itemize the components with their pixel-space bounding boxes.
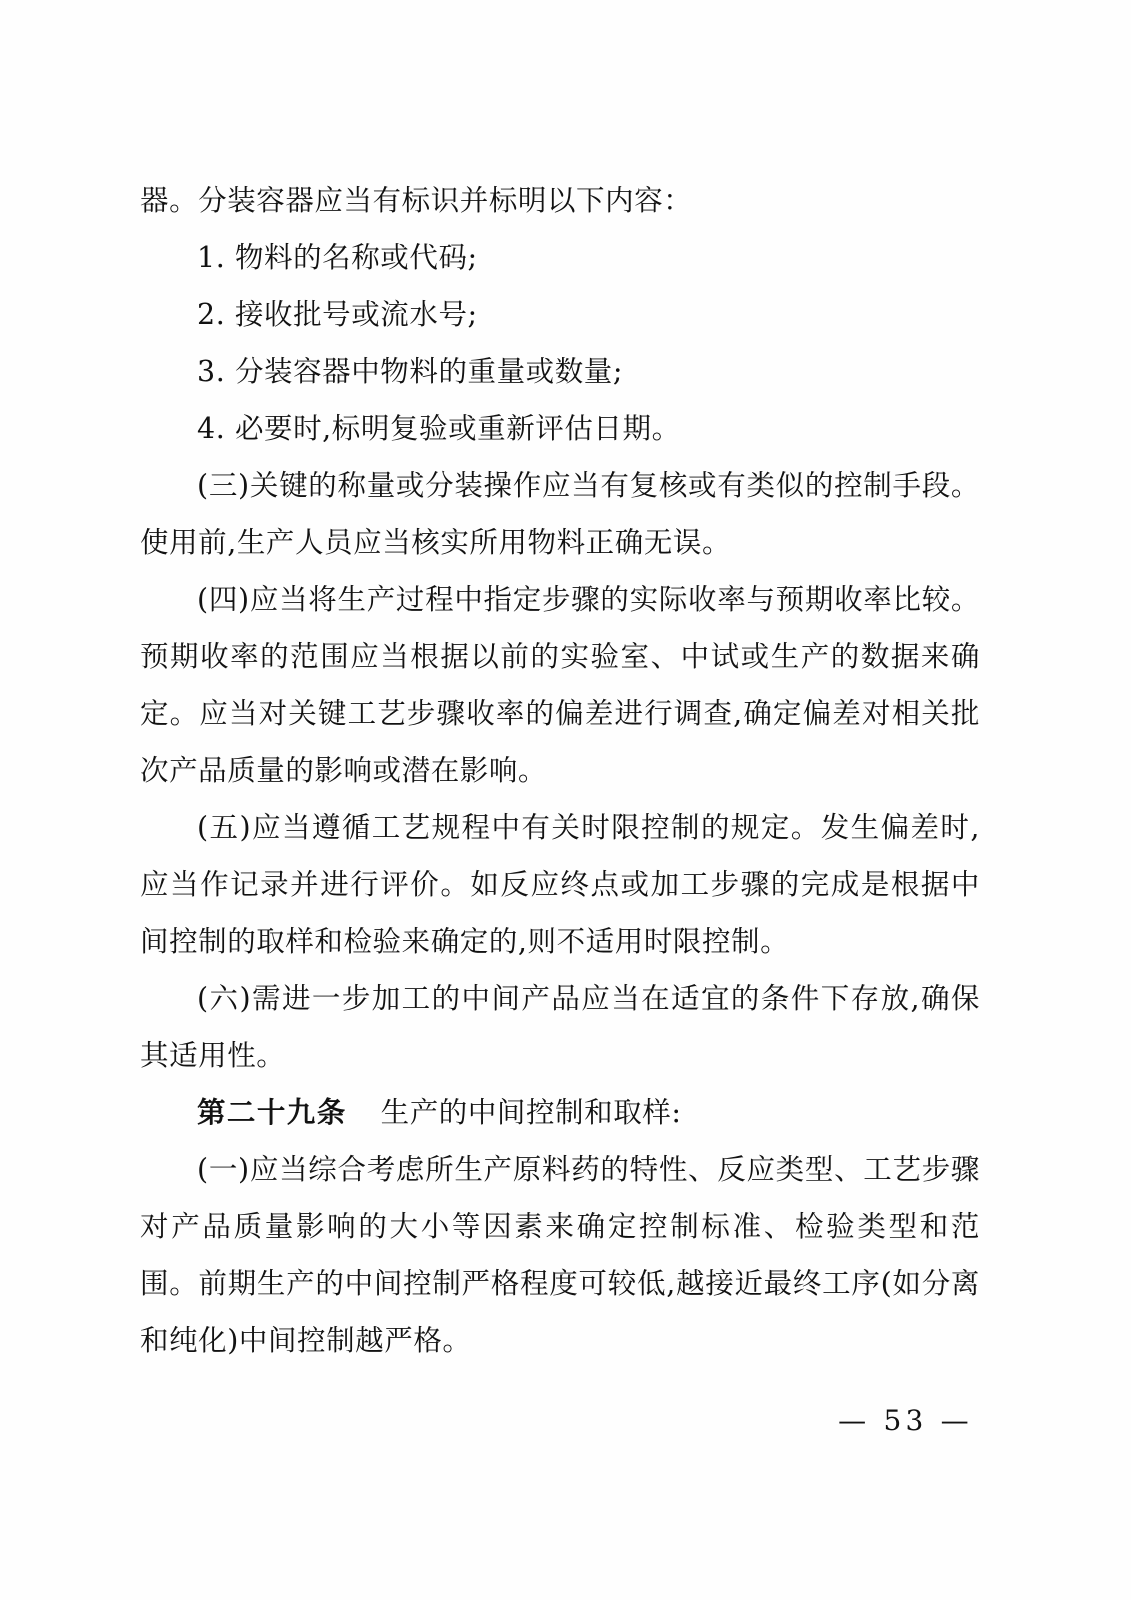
paragraph-continuation: 器。分装容器应当有标识并标明以下内容： [140,184,693,217]
article-number: 第二十九条 [197,1095,347,1129]
paragraph-item-1: (一)应当综合考虑所生产原料药的特性、反应类型、工艺步骤对产品质量影响的大小等因素来确定控制标准、检验类型和范围。前期生产的中间控制严格程度可较低,越接近最终工序(如分离和纯化)中间控制越严格。 [140,1153,980,1357]
page-footer [0,1404,1131,1437]
page-number: — 53 — [838,1404,973,1437]
page-content [140,172,980,1369]
list-item: 3. 分装容器中物料的重量或数量; [197,355,624,388]
list-item: 4. 必要时,标明复验或重新评估日期。 [197,412,681,445]
paragraph-item-3: (三)关键的称量或分装操作应当有复核或有类似的控制手段。使用前,生产人员应当核实所用物料正确无误。 [140,469,980,559]
paragraph-item-4: (四)应当将生产过程中指定步骤的实际收率与预期收率比较。预期收率的范围应当根据以前的实验室、中试或生产的数据来确定。应当对关键工艺步骤收率的偏差进行调查,确定偏差对相关批次产品质量的影响或潜在影响。 [140,583,980,787]
list-item: 1. 物料的名称或代码; [197,241,478,274]
paragraph-item-5: (五)应当遵循工艺规程中有关时限控制的规定。发生偏差时,应当作记录并进行评价。如反应终点或加工步骤的完成是根据中间控制的取样和检验来确定的,则不适用时限控制。 [140,811,980,958]
article-heading [140,1084,980,1141]
article-title-text: 生产的中间控制和取样: [380,1096,682,1129]
list-item: 2. 接收批号或流水号; [197,298,478,331]
paragraph-item-6: (六)需进一步加工的中间产品应当在适宜的条件下存放,确保其适用性。 [140,982,980,1072]
